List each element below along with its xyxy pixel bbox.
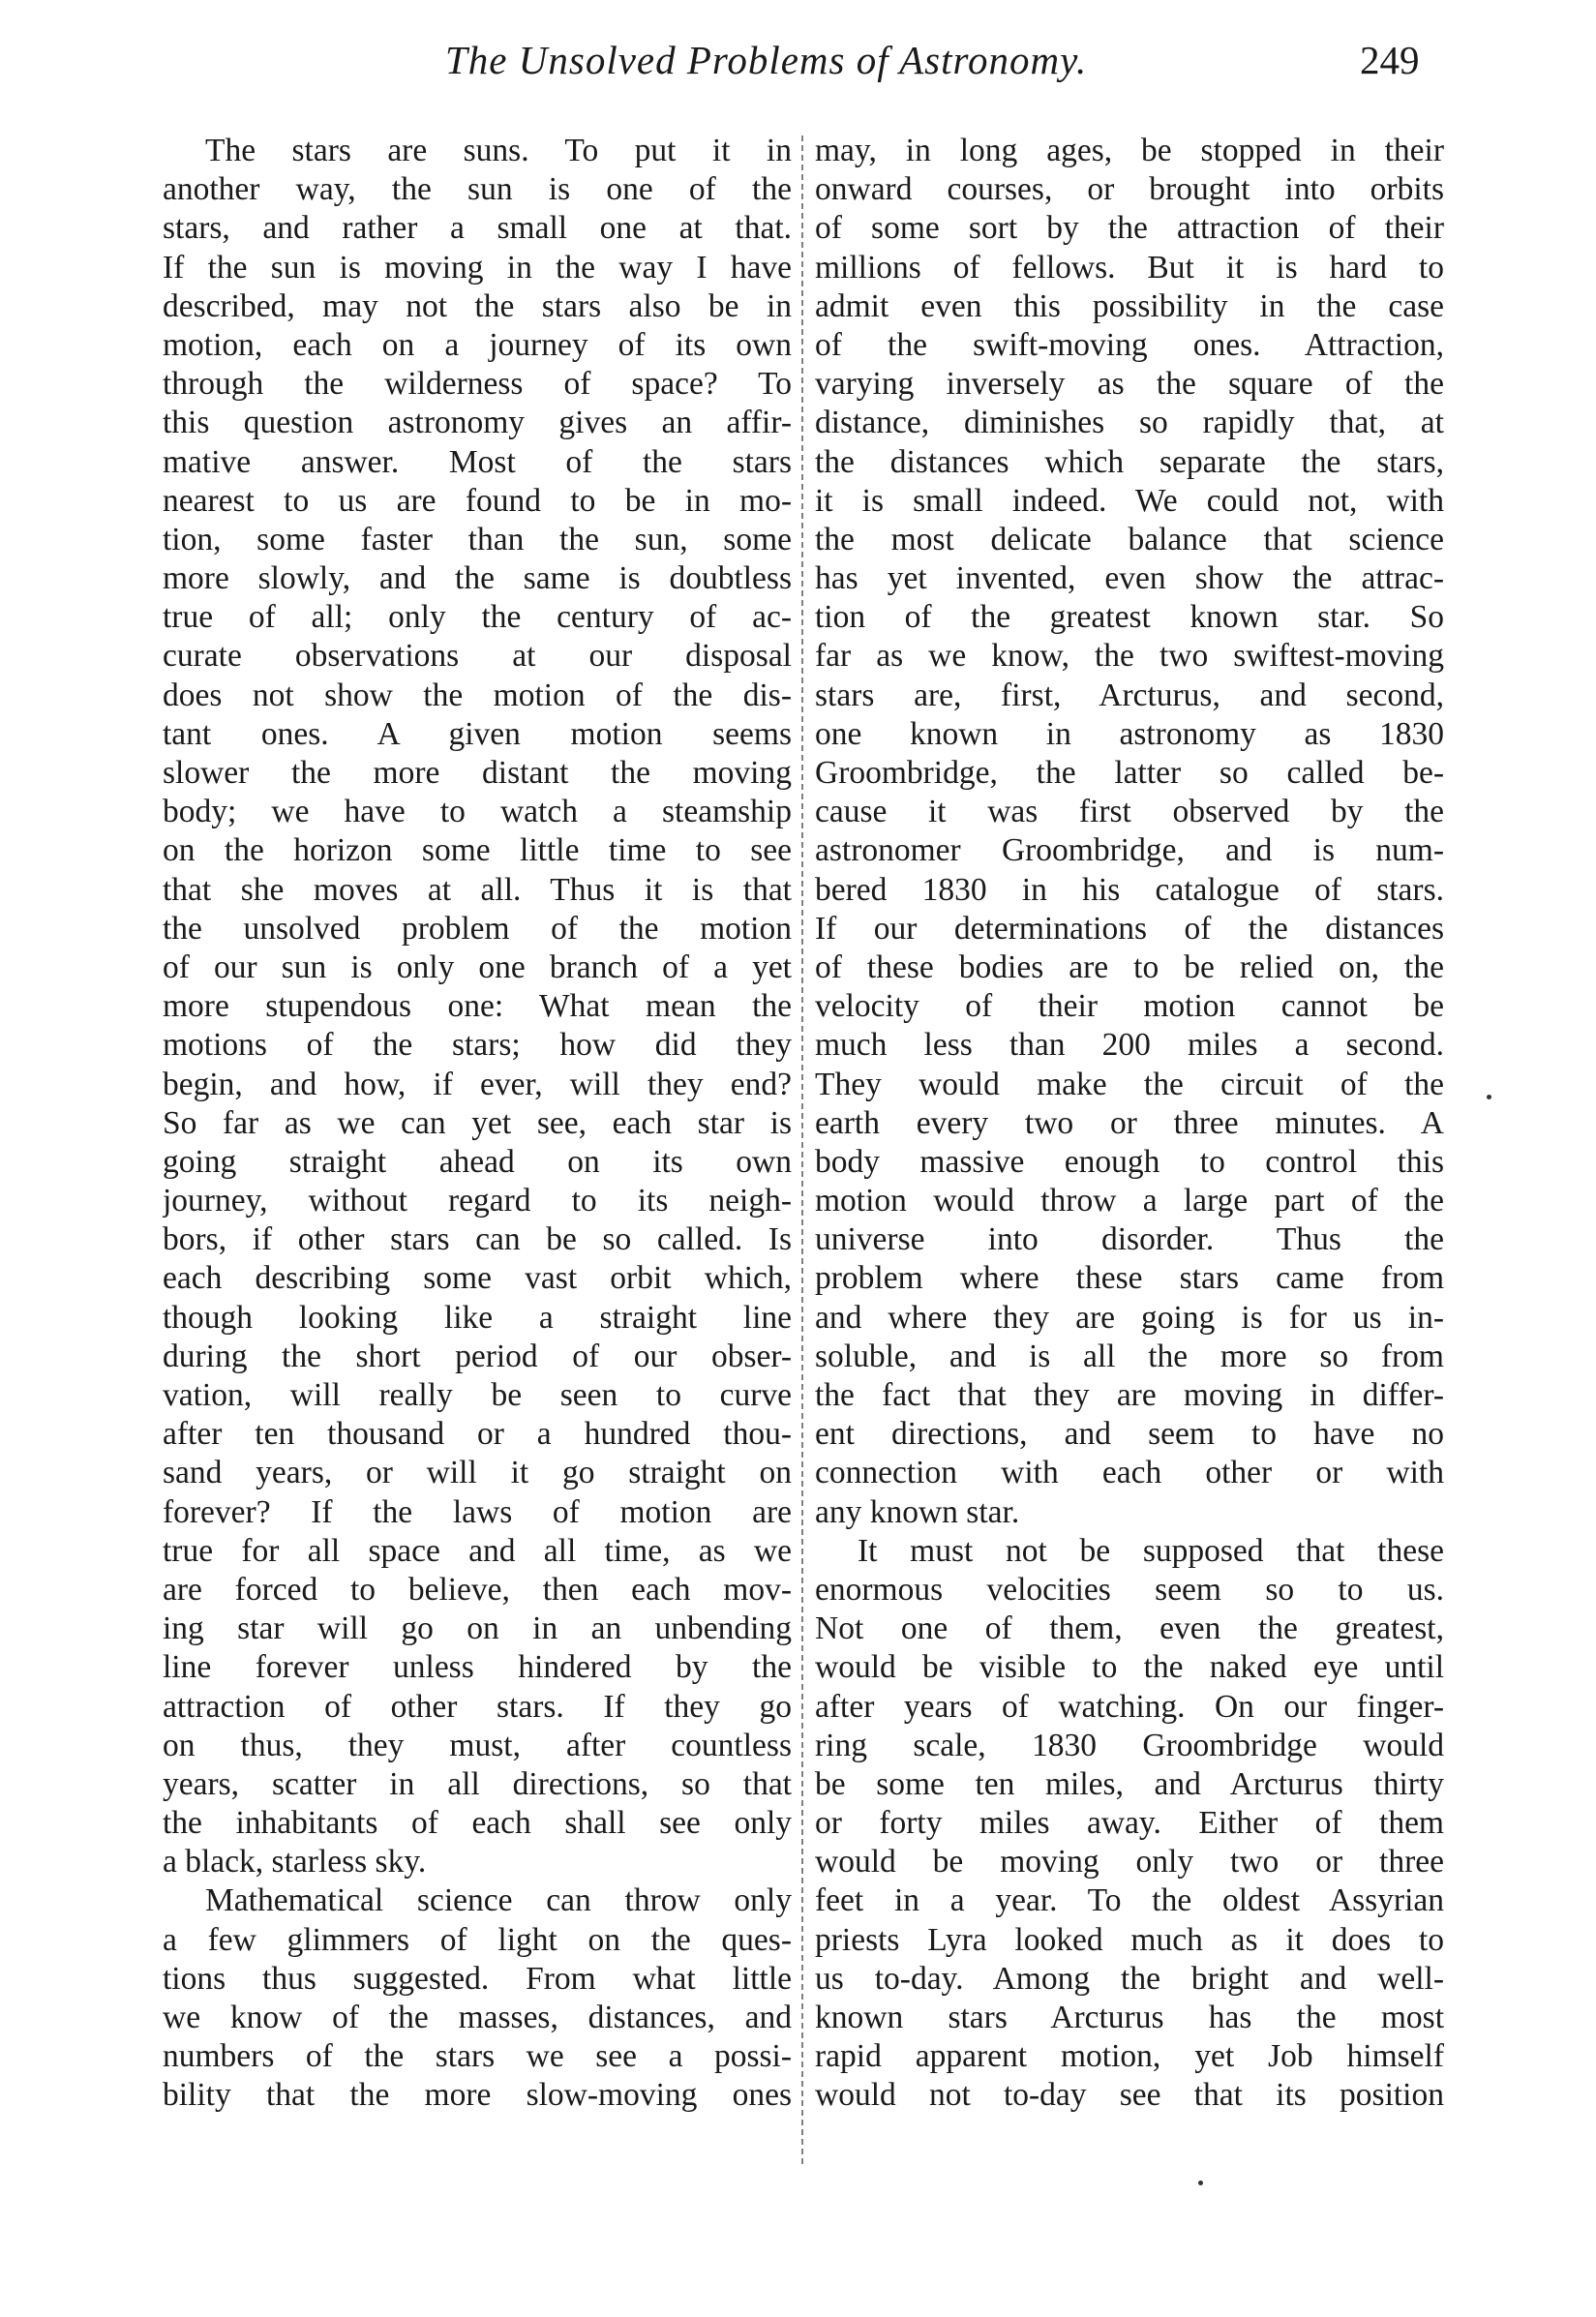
text-line: ring scale, 1830 Groombridge would	[815, 1727, 1444, 1763]
text-line: years, scatter in all directions, so that	[163, 1765, 792, 1802]
text-line: would not to-day see that its position	[815, 2077, 1444, 2114]
text-line: that she moves at all. Thus it is that	[163, 871, 792, 908]
text-line: tant ones. A given motion seems	[163, 715, 792, 752]
text-line: on thus, they must, after countless	[163, 1727, 792, 1763]
text-line: more slowly, and the same is doubtless	[163, 560, 792, 597]
text-line: we know of the masses, distances, and	[163, 2000, 792, 2035]
text-line: slower the more distant the moving	[163, 755, 792, 791]
text-line: cause it was first observed by the	[815, 794, 1444, 830]
text-line: it is small indeed. We could not, with	[815, 482, 1444, 519]
text-line: far as we know, the two swiftest-moving	[815, 638, 1444, 675]
text-line: Groombridge, the latter so called be-	[815, 755, 1444, 791]
text-line: motions of the stars; how did they	[163, 1027, 792, 1064]
text-line: us to-day. Among the bright and well-	[815, 1960, 1444, 1997]
text-line: and where they are going is for us in-	[815, 1299, 1444, 1336]
text-line: known stars Arcturus has the most	[815, 2000, 1444, 2035]
text-line: motion, each on a journey of its own	[163, 326, 792, 363]
text-line: would be visible to the naked eye until	[815, 1649, 1444, 1686]
text-line: or forty miles away. Either of them	[815, 1805, 1444, 1842]
text-line: The stars are suns. To put it in	[205, 133, 792, 168]
text-line: curate observations at our disposal	[163, 638, 792, 675]
text-line: They would make the circuit of the	[815, 1066, 1444, 1102]
text-line: this question astronomy gives an affir-	[163, 405, 792, 441]
text-line: the most delicate balance that science	[815, 521, 1444, 557]
text-line: on the horizon some little time to see	[163, 832, 792, 869]
text-line: true of all; only the century of ac-	[163, 599, 792, 636]
text-line: stars, and rather a small one at that.	[163, 210, 792, 247]
text-line: varying inversely as the square of the	[815, 366, 1444, 403]
text-line: has yet invented, even show the attrac-	[815, 560, 1444, 597]
text-line: stars are, first, Arcturus, and second,	[815, 677, 1444, 713]
text-line: are forced to believe, then each mov-	[163, 1571, 792, 1608]
text-line: millions of fellows. But it is hard to	[815, 249, 1444, 286]
text-line: bered 1830 in his catalogue of stars.	[815, 871, 1444, 908]
text-line: does not show the motion of the dis-	[163, 677, 792, 713]
text-line: body massive enough to control this	[815, 1143, 1444, 1180]
text-line: ing star will go on in an unbending	[163, 1610, 792, 1647]
text-line: ent directions, and seem to have no	[815, 1416, 1444, 1453]
text-line: through the wilderness of space? To	[163, 366, 792, 403]
text-line: during the short period of our obser-	[163, 1338, 792, 1374]
text-line: of some sort by the attraction of their	[815, 210, 1444, 247]
text-line: earth every two or three minutes. A	[815, 1104, 1444, 1141]
text-line: journey, without regard to its neigh-	[163, 1183, 792, 1219]
text-line: be some ten miles, and Arcturus thirty	[815, 1765, 1444, 1802]
ink-speck	[1487, 1095, 1491, 1099]
text-line: a few glimmers of light on the ques-	[163, 1921, 792, 1958]
text-line: may, in long ages, be stopped in their	[815, 133, 1444, 168]
text-line: the inhabitants of each shall see only	[163, 1805, 792, 1842]
text-line: forever? If the laws of motion are	[163, 1493, 792, 1530]
text-line: much less than 200 miles a second.	[815, 1027, 1444, 1064]
text-line: line forever unless hindered by the	[163, 1649, 792, 1686]
text-line: bility that the more slow-moving ones	[163, 2077, 792, 2114]
text-line: described, may not the stars also be in	[163, 287, 792, 324]
text-line: If the sun is moving in the way I have	[163, 249, 792, 286]
text-line: If our determinations of the distances	[815, 910, 1444, 947]
text-line: of our sun is only one branch of a yet	[163, 948, 792, 985]
text-line: would be moving only two or three	[815, 1844, 1444, 1881]
text-line: the unsolved problem of the motion	[163, 910, 792, 947]
column-divider	[801, 135, 803, 2164]
text-line: bors, if other stars can be so called. Is	[163, 1221, 792, 1258]
text-line: numbers of the stars we see a possi-	[163, 2038, 792, 2075]
text-line: the fact that they are moving in differ-	[815, 1377, 1444, 1413]
text-line: soluble, and is all the more so from	[815, 1338, 1444, 1374]
text-line: each describing some vast orbit which,	[163, 1260, 792, 1297]
text-line: more stupendous one: What mean the	[163, 988, 792, 1025]
text-line: attraction of other stars. If they go	[163, 1688, 792, 1725]
text-line: of the swift-moving ones. Attraction,	[815, 326, 1444, 363]
text-line: astronomer Groombridge, and is num-	[815, 832, 1444, 869]
text-line: admit even this possibility in the case	[815, 287, 1444, 324]
text-line: after years of watching. On our finger-	[815, 1688, 1444, 1725]
text-line: vation, will really be seen to curve	[163, 1377, 792, 1413]
page-number: 249	[1360, 38, 1420, 82]
text-line: tion of the greatest known star. So	[815, 599, 1444, 636]
text-line: the distances which separate the stars,	[815, 443, 1444, 480]
text-line: going straight ahead on its own	[163, 1143, 792, 1180]
text-line: onward courses, or brought into orbits	[815, 171, 1444, 208]
text-line: tions thus suggested. From what little	[163, 1960, 792, 1997]
text-line: motion would throw a large part of the	[815, 1183, 1444, 1219]
ink-speck	[1198, 2181, 1203, 2185]
text-line: Mathematical science can throw only	[205, 1882, 792, 1919]
text-line: another way, the sun is one of the	[163, 171, 792, 208]
text-line: of these bodies are to be relied on, the	[815, 948, 1444, 985]
text-line: sand years, or will it go straight on	[163, 1455, 792, 1491]
running-head	[0, 37, 1596, 95]
text-line: nearest to us are found to be in mo-	[163, 482, 792, 519]
text-line: true for all space and all time, as we	[163, 1532, 792, 1569]
text-line: body; we have to watch a steamship	[163, 794, 792, 830]
text-line: It must not be supposed that these	[858, 1532, 1444, 1569]
text-line: universe into disorder. Thus the	[815, 1221, 1444, 1258]
text-line: after ten thousand or a hundred thou-	[163, 1416, 792, 1453]
right-column	[815, 132, 1444, 2116]
text-line: though looking like a straight line	[163, 1299, 792, 1336]
running-title: The Unsolved Problems of Astronomy.	[445, 38, 1088, 82]
text-line: tion, some faster than the sun, some	[163, 521, 792, 557]
text-line: problem where these stars came from	[815, 1260, 1444, 1297]
left-column	[163, 132, 792, 2116]
text-line: feet in a year. To the oldest Assyrian	[815, 1882, 1444, 1919]
text-line: begin, and how, if ever, will they end?	[163, 1066, 792, 1102]
text-line: Not one of them, even the greatest,	[815, 1610, 1444, 1647]
text-line: priests Lyra looked much as it does to	[815, 1921, 1444, 1958]
text-line: enormous velocities seem so to us.	[815, 1571, 1444, 1608]
text-line: one known in astronomy as 1830	[815, 715, 1444, 752]
text-line: So far as we can yet see, each star is	[163, 1104, 792, 1141]
text-line: mative answer. Most of the stars	[163, 443, 792, 480]
text-line: velocity of their motion cannot be	[815, 988, 1444, 1025]
text-line: distance, diminishes so rapidly that, at	[815, 405, 1444, 441]
text-line: rapid apparent motion, yet Job himself	[815, 2038, 1444, 2075]
text-line: connection with each other or with	[815, 1455, 1444, 1491]
text-line: a black, starless sky.	[163, 1844, 427, 1881]
text-line: any known star.	[815, 1493, 1020, 1530]
